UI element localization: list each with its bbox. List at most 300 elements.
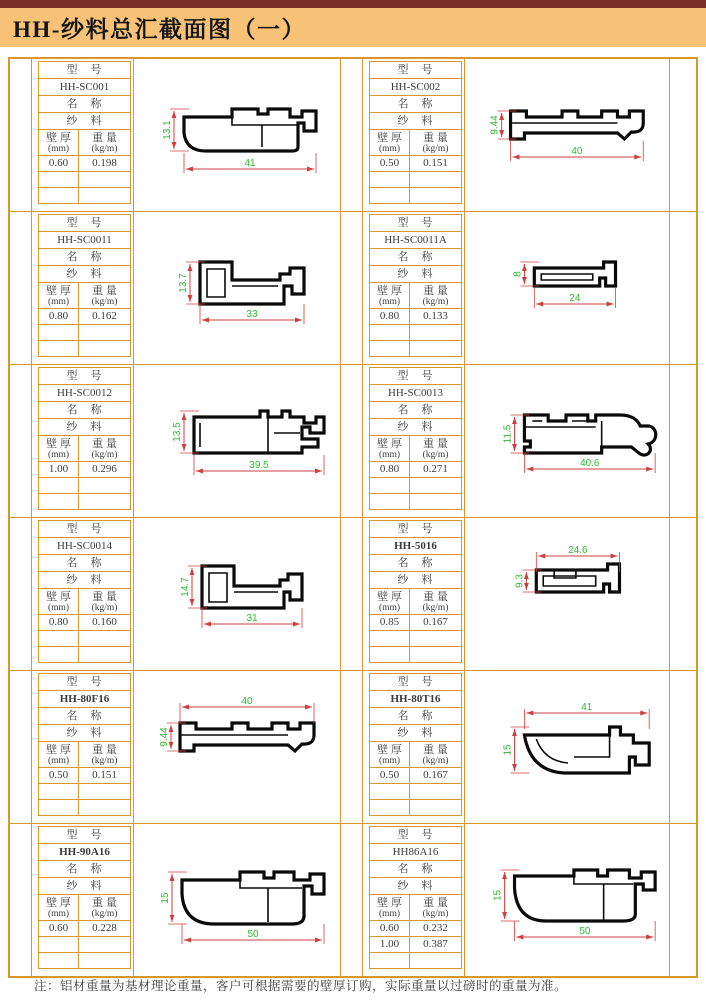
weight-value: 0.151 xyxy=(410,156,462,172)
profile-drawing xyxy=(134,518,340,670)
grid-row xyxy=(10,518,696,671)
height-dimension-value: 14.7 xyxy=(180,577,191,597)
name-label: 名 称 xyxy=(370,96,462,113)
grid-spacer-column xyxy=(670,365,696,517)
thickness-label: 壁 厚 xyxy=(377,897,402,909)
weight-value xyxy=(410,631,462,647)
material-value: 纱 料 xyxy=(39,419,131,436)
model-value: HH-SC0011 xyxy=(39,232,131,249)
thickness-label: 壁 厚 xyxy=(46,438,71,450)
thickness-value: 0.80 xyxy=(39,309,79,325)
spec-table xyxy=(369,214,462,357)
thickness-value xyxy=(39,172,79,188)
thickness-unit: (mm) xyxy=(378,909,401,919)
thickness-unit: (mm) xyxy=(47,756,70,766)
spec-table xyxy=(369,520,462,663)
profile-inner-line xyxy=(232,117,298,125)
weight-value: 0.151 xyxy=(79,768,131,784)
height-dimension-value: 9.3 xyxy=(514,574,526,588)
weight-unit: (kg/m) xyxy=(91,297,118,307)
profile-outline xyxy=(182,872,324,924)
weight-unit: (kg/m) xyxy=(422,909,449,919)
name-label: 名 称 xyxy=(39,402,131,419)
model-value: HH-SC002 xyxy=(370,79,462,96)
profile-drawing xyxy=(134,365,340,517)
profile-cross-section-drawing xyxy=(134,671,340,823)
weight-header xyxy=(410,895,462,921)
spec-table xyxy=(38,214,131,357)
drawing-column xyxy=(465,671,670,823)
model-label: 型 号 xyxy=(370,368,462,385)
weight-header xyxy=(79,895,131,921)
model-value: HH86A16 xyxy=(370,844,462,861)
material-value: 纱 料 xyxy=(39,113,131,130)
thickness-value xyxy=(370,494,410,510)
spec-table-column xyxy=(363,212,465,364)
width-dimension-value: 31 xyxy=(246,613,258,624)
name-label: 名 称 xyxy=(370,555,462,572)
weight-value: 0.160 xyxy=(79,615,131,631)
height-dimension-value: 15 xyxy=(160,892,171,904)
grid-spacer-column xyxy=(10,518,32,670)
spec-table-column xyxy=(32,518,134,670)
thickness-value xyxy=(370,478,410,494)
model-value: HH-SC0013 xyxy=(370,385,462,402)
thickness-value xyxy=(370,341,410,357)
drawing-column xyxy=(134,59,341,211)
thickness-header xyxy=(39,742,79,768)
thickness-header xyxy=(370,130,410,156)
thickness-label: 壁 厚 xyxy=(377,285,402,297)
grid-spacer-column xyxy=(10,824,32,976)
thickness-label: 壁 厚 xyxy=(377,744,402,756)
weight-header xyxy=(79,589,131,615)
thickness-header xyxy=(39,283,79,309)
spec-table-column xyxy=(32,59,134,211)
width-dimension-value: 41 xyxy=(244,158,256,169)
weight-header xyxy=(410,130,462,156)
material-value: 纱 料 xyxy=(370,725,462,742)
width-dimension-value: 40 xyxy=(241,696,253,707)
spec-table-column xyxy=(363,518,465,670)
weight-header xyxy=(79,283,131,309)
weight-value xyxy=(410,172,462,188)
spec-table xyxy=(38,520,131,663)
title-bar xyxy=(0,8,706,47)
thickness-unit: (mm) xyxy=(47,144,70,154)
profile-inner-line xyxy=(207,269,225,297)
drawing-column xyxy=(134,212,341,364)
thickness-value xyxy=(39,647,79,663)
weight-value: 0.387 xyxy=(410,937,462,953)
thickness-label: 壁 厚 xyxy=(46,285,71,297)
thickness-value: 1.00 xyxy=(39,462,79,478)
profile-outline xyxy=(536,564,619,592)
spec-table xyxy=(38,826,131,969)
material-value: 纱 料 xyxy=(39,572,131,589)
thickness-value: 0.50 xyxy=(370,156,410,172)
model-label: 型 号 xyxy=(39,521,131,538)
profile-inner-line xyxy=(541,274,592,280)
thickness-value: 0.50 xyxy=(39,768,79,784)
weight-header xyxy=(79,436,131,462)
weight-value xyxy=(410,188,462,204)
grid-spacer-column xyxy=(670,824,696,976)
grid-spacer-column xyxy=(341,671,363,823)
material-value: 纱 料 xyxy=(39,878,131,895)
model-value: HH-80F16 xyxy=(39,691,131,708)
weight-value xyxy=(410,953,462,969)
model-label: 型 号 xyxy=(370,215,462,232)
spec-table-column xyxy=(363,824,465,976)
weight-unit: (kg/m) xyxy=(91,909,118,919)
profile-cross-section-drawing xyxy=(465,824,669,976)
weight-unit: (kg/m) xyxy=(91,450,118,460)
width-dimension-value: 50 xyxy=(247,929,259,940)
model-value: HH-SC0012 xyxy=(39,385,131,402)
drawing-column xyxy=(134,671,341,823)
weight-value xyxy=(79,784,131,800)
weight-label: 重 量 xyxy=(92,744,117,756)
weight-value: 0.133 xyxy=(410,309,462,325)
weight-label: 重 量 xyxy=(423,897,448,909)
profile-outline xyxy=(194,411,324,453)
spec-table xyxy=(369,367,462,510)
thickness-unit: (mm) xyxy=(378,144,401,154)
thickness-value xyxy=(370,784,410,800)
model-label: 型 号 xyxy=(39,368,131,385)
spec-table xyxy=(369,673,462,816)
grid-spacer-column xyxy=(341,824,363,976)
weight-unit: (kg/m) xyxy=(422,450,449,460)
weight-unit: (kg/m) xyxy=(91,144,118,154)
grid-spacer-column xyxy=(341,212,363,364)
weight-value xyxy=(410,800,462,816)
weight-value xyxy=(410,494,462,510)
thickness-unit: (mm) xyxy=(47,603,70,613)
model-label: 型 号 xyxy=(39,215,131,232)
model-label: 型 号 xyxy=(39,674,131,691)
thickness-header xyxy=(39,895,79,921)
thickness-value xyxy=(39,478,79,494)
grid-spacer-column xyxy=(10,671,32,823)
thickness-value xyxy=(39,937,79,953)
model-label: 型 号 xyxy=(370,521,462,538)
drawing-column xyxy=(134,518,341,670)
grid-row xyxy=(10,365,696,518)
width-dimension-value: 33 xyxy=(246,309,258,320)
profile-outline xyxy=(180,723,314,751)
weight-value xyxy=(79,647,131,663)
weight-unit: (kg/m) xyxy=(91,603,118,613)
weight-unit: (kg/m) xyxy=(422,297,449,307)
weight-header xyxy=(410,283,462,309)
spec-table xyxy=(369,61,462,204)
material-value: 纱 料 xyxy=(39,266,131,283)
spec-table-column xyxy=(32,212,134,364)
name-label: 名 称 xyxy=(370,861,462,878)
drawing-column xyxy=(465,212,670,364)
height-dimension-value: 9.44 xyxy=(489,115,501,135)
thickness-header xyxy=(39,130,79,156)
weight-value: 0.232 xyxy=(410,921,462,937)
name-label: 名 称 xyxy=(39,861,131,878)
thickness-value: 0.60 xyxy=(370,921,410,937)
weight-header xyxy=(79,742,131,768)
spec-table-column xyxy=(363,365,465,517)
weight-value xyxy=(410,478,462,494)
profile-cross-section-drawing xyxy=(465,671,669,823)
profile-outline xyxy=(511,111,644,139)
thickness-value xyxy=(39,953,79,969)
material-value: 纱 料 xyxy=(370,419,462,436)
spec-table xyxy=(38,673,131,816)
profile-cross-section-drawing xyxy=(134,365,340,517)
weight-value xyxy=(79,631,131,647)
thickness-value: 0.80 xyxy=(370,462,410,478)
material-value: 纱 料 xyxy=(370,266,462,283)
profile-inner-line xyxy=(536,739,568,763)
height-dimension-value: 8 xyxy=(512,271,524,277)
weight-value xyxy=(79,800,131,816)
model-label: 型 号 xyxy=(39,62,131,79)
weight-value: 0.167 xyxy=(410,768,462,784)
name-label: 名 称 xyxy=(39,96,131,113)
height-dimension-value: 13.7 xyxy=(178,273,189,293)
width-dimension-value: 40 xyxy=(571,145,583,158)
thickness-label: 壁 厚 xyxy=(46,897,71,909)
width-dimension-value: 41 xyxy=(581,701,593,714)
thickness-header xyxy=(39,589,79,615)
profile-cross-section-drawing xyxy=(465,59,669,211)
top-maroon-strip xyxy=(0,0,706,8)
weight-label: 重 量 xyxy=(423,285,448,297)
thickness-unit: (mm) xyxy=(47,297,70,307)
weight-value: 0.162 xyxy=(79,309,131,325)
weight-unit: (kg/m) xyxy=(422,603,449,613)
grid-spacer-column xyxy=(670,212,696,364)
weight-value xyxy=(79,341,131,357)
weight-header xyxy=(79,130,131,156)
material-value: 纱 料 xyxy=(370,113,462,130)
height-dimension-value: 13.5 xyxy=(172,422,183,442)
grid-spacer-column xyxy=(670,59,696,211)
weight-label: 重 量 xyxy=(423,132,448,144)
weight-unit: (kg/m) xyxy=(422,144,449,154)
weight-label: 重 量 xyxy=(92,897,117,909)
name-label: 名 称 xyxy=(39,249,131,266)
profile-cross-section-drawing xyxy=(465,212,669,364)
thickness-unit: (mm) xyxy=(378,756,401,766)
profile-cross-section-drawing xyxy=(134,518,340,670)
page-title: HH-纱料总汇截面图（一） xyxy=(13,17,306,42)
weight-value xyxy=(410,647,462,663)
grid-spacer-column xyxy=(341,59,363,211)
profile-cross-section-drawing xyxy=(134,59,340,211)
drawing-column xyxy=(465,824,670,976)
thickness-header xyxy=(39,436,79,462)
weight-value xyxy=(79,188,131,204)
weight-label: 重 量 xyxy=(423,591,448,603)
model-value: HH-SC0011A xyxy=(370,232,462,249)
thickness-label: 壁 厚 xyxy=(46,591,71,603)
profile-drawing xyxy=(465,671,669,823)
weight-value xyxy=(410,325,462,341)
model-value: HH-SC001 xyxy=(39,79,131,96)
weight-value: 0.167 xyxy=(410,615,462,631)
drawing-column xyxy=(134,824,341,976)
profile-drawing xyxy=(134,824,340,976)
weight-value xyxy=(79,325,131,341)
grid-spacer-column xyxy=(341,518,363,670)
profile-inner-line xyxy=(574,735,610,757)
weight-value: 0.198 xyxy=(79,156,131,172)
profile-drawing xyxy=(465,212,669,364)
spec-table-column xyxy=(32,671,134,823)
profile-outline xyxy=(184,109,316,151)
grid-spacer-column xyxy=(10,59,32,211)
weight-value xyxy=(79,953,131,969)
spec-table-column xyxy=(363,59,465,211)
weight-label: 重 量 xyxy=(92,132,117,144)
thickness-value: 1.00 xyxy=(370,937,410,953)
drawing-column xyxy=(465,518,670,670)
profile-cross-section-drawing xyxy=(134,212,340,364)
grid-row xyxy=(10,212,696,365)
thickness-header xyxy=(370,589,410,615)
thickness-value xyxy=(39,784,79,800)
name-label: 名 称 xyxy=(370,402,462,419)
thickness-unit: (mm) xyxy=(47,450,70,460)
thickness-header xyxy=(370,895,410,921)
grid-row xyxy=(10,59,696,212)
width-dimension-value: 50 xyxy=(579,925,591,938)
spec-table xyxy=(38,61,131,204)
thickness-value xyxy=(370,800,410,816)
thickness-value xyxy=(39,494,79,510)
height-dimension-value: 11.5 xyxy=(502,424,514,444)
grid-spacer-column xyxy=(10,212,32,364)
height-dimension-value: 15 xyxy=(502,744,514,756)
profile-drawing xyxy=(465,824,669,976)
weight-label: 重 量 xyxy=(423,744,448,756)
thickness-value: 0.60 xyxy=(39,156,79,172)
thickness-value xyxy=(370,172,410,188)
drawing-column xyxy=(465,365,670,517)
model-label: 型 号 xyxy=(370,62,462,79)
profile-outline xyxy=(515,870,656,921)
profile-drawing xyxy=(465,518,669,670)
thickness-value xyxy=(370,188,410,204)
grid-spacer-column xyxy=(670,518,696,670)
thickness-header xyxy=(370,742,410,768)
weight-value: 0.228 xyxy=(79,921,131,937)
material-value: 纱 料 xyxy=(370,572,462,589)
thickness-value: 0.60 xyxy=(39,921,79,937)
thickness-unit: (mm) xyxy=(378,603,401,613)
weight-value xyxy=(79,172,131,188)
spec-table xyxy=(38,367,131,510)
grid-row xyxy=(10,824,696,976)
material-value: 纱 料 xyxy=(39,725,131,742)
grid-spacer-column xyxy=(341,365,363,517)
thickness-header xyxy=(370,436,410,462)
width-dimension-value: 24 xyxy=(569,292,581,305)
thickness-value xyxy=(39,325,79,341)
weight-unit: (kg/m) xyxy=(422,756,449,766)
height-dimension-value: 15 xyxy=(492,889,504,902)
spec-table-column xyxy=(32,365,134,517)
thickness-value xyxy=(370,953,410,969)
weight-header xyxy=(410,742,462,768)
thickness-unit: (mm) xyxy=(378,297,401,307)
thickness-value: 0.50 xyxy=(370,768,410,784)
model-label: 型 号 xyxy=(370,827,462,844)
thickness-label: 壁 厚 xyxy=(377,591,402,603)
thickness-unit: (mm) xyxy=(378,450,401,460)
weight-value xyxy=(410,341,462,357)
width-dimension-value: 40.6 xyxy=(580,457,600,470)
thickness-value xyxy=(39,188,79,204)
width-dimension-value: 24.6 xyxy=(568,544,588,557)
profile-drawing xyxy=(134,59,340,211)
thickness-value: 0.85 xyxy=(370,615,410,631)
height-dimension-value: 13.1 xyxy=(162,120,173,140)
weight-header xyxy=(410,589,462,615)
weight-label: 重 量 xyxy=(92,591,117,603)
weight-value xyxy=(410,784,462,800)
name-label: 名 称 xyxy=(39,555,131,572)
model-value: HH-80T16 xyxy=(370,691,462,708)
weight-header xyxy=(410,436,462,462)
weight-value: 0.296 xyxy=(79,462,131,478)
model-label: 型 号 xyxy=(370,674,462,691)
thickness-label: 壁 厚 xyxy=(377,132,402,144)
profile-cross-section-drawing xyxy=(134,824,340,976)
thickness-label: 壁 厚 xyxy=(46,744,71,756)
model-value: HH-SC0014 xyxy=(39,538,131,555)
spec-table xyxy=(369,826,462,969)
grid-row xyxy=(10,671,696,824)
profile-drawing xyxy=(465,59,669,211)
drawing-column xyxy=(134,365,341,517)
thickness-value xyxy=(39,341,79,357)
thickness-value xyxy=(370,631,410,647)
weight-value xyxy=(79,937,131,953)
thickness-header xyxy=(370,283,410,309)
weight-value: 0.271 xyxy=(410,462,462,478)
thickness-unit: (mm) xyxy=(47,909,70,919)
model-value: HH-90A16 xyxy=(39,844,131,861)
weight-label: 重 量 xyxy=(92,285,117,297)
grid-spacer-column xyxy=(670,671,696,823)
name-label: 名 称 xyxy=(370,249,462,266)
name-label: 名 称 xyxy=(39,708,131,725)
weight-label: 重 量 xyxy=(92,438,117,450)
grid-spacer-column xyxy=(10,365,32,517)
profile-inner-line xyxy=(209,573,227,602)
profile-drawing xyxy=(465,365,669,517)
thickness-value: 0.80 xyxy=(39,615,79,631)
width-dimension-value: 39.5 xyxy=(249,460,269,471)
drawing-column xyxy=(465,59,670,211)
profile-drawing xyxy=(134,212,340,364)
thickness-value xyxy=(39,631,79,647)
height-dimension-value: 9.44 xyxy=(159,727,170,747)
thickness-value xyxy=(370,325,410,341)
thickness-value xyxy=(370,647,410,663)
profile-cross-section-drawing xyxy=(465,365,669,517)
